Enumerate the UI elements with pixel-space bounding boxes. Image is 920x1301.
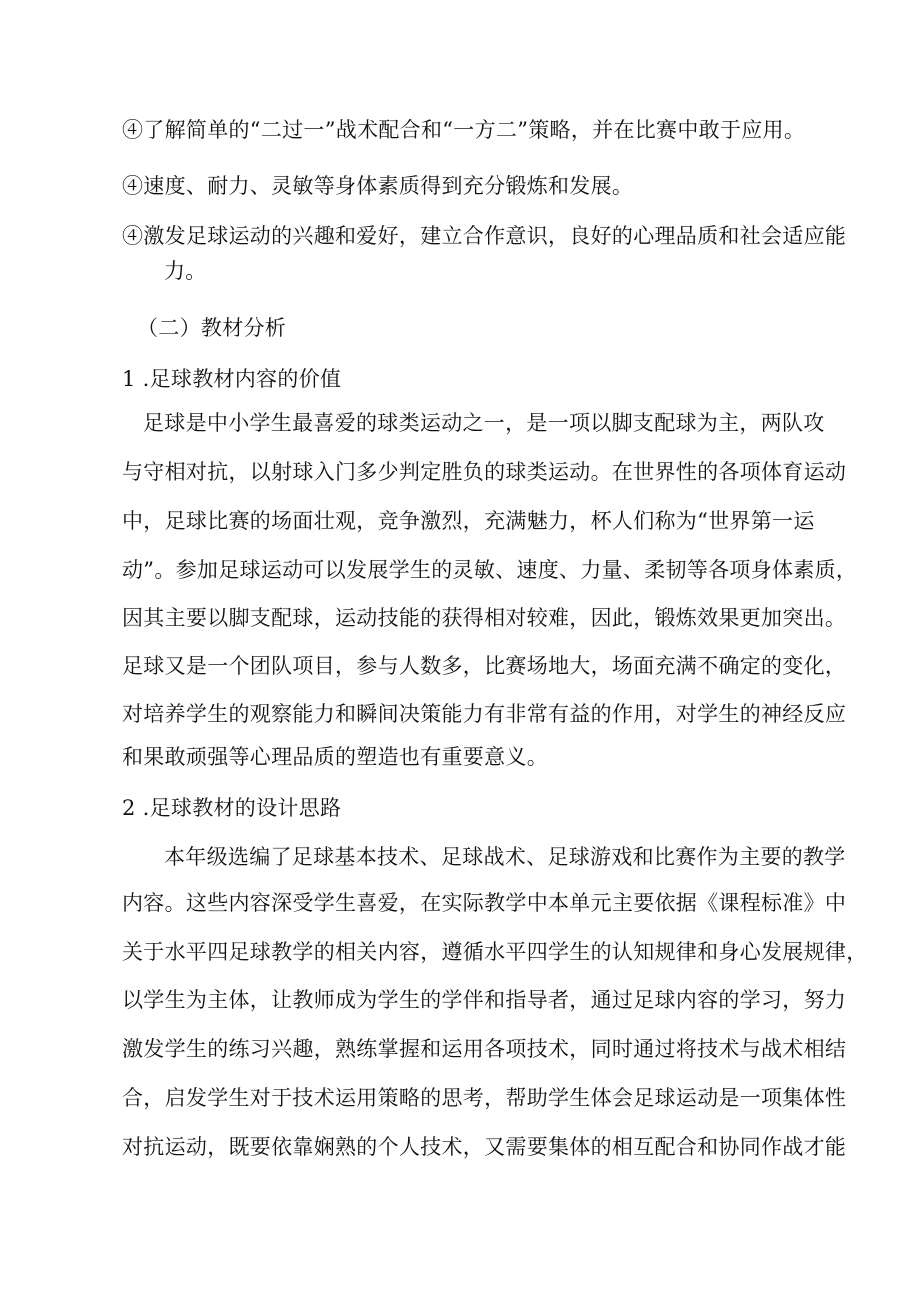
paragraph-2-line: 以学生为主体，让教师成为学生的学伴和指导者，通过足球内容的学习，努力: [122, 988, 847, 1012]
objective-item-3-continuation: 力。: [164, 259, 207, 283]
paragraph-1-line: 和果敢顽强等心理品质的塑造也有重要意义。: [122, 745, 548, 769]
paragraph-1-line: 中，足球比赛的场面壮观，竞争激烈，充满魅力，杯人们称为“世界第一运: [122, 509, 815, 533]
paragraph-2-line: 关于水平四足球教学的相关内容，遵循水平四学生的认知规律和身心发展规律，: [122, 940, 868, 964]
paragraph-1-line: 对培养学生的观察能力和瞬间决策能力有非常有益的作用，对学生的神经反应: [122, 702, 847, 726]
paragraph-2-line: 本年级选编了足球基本技术、足球战术、足球游戏和比赛作为主要的教学: [164, 845, 846, 869]
objective-item-3: ④激发足球运动的兴趣和爱好，建立合作意识，良好的心理品质和社会适应能: [122, 224, 847, 248]
subsection-1-heading: 1 .足球教材内容的价值: [122, 367, 342, 391]
objective-item-2: ④速度、耐力、灵敏等身体素质得到充分锻炼和发展。: [122, 174, 634, 198]
paragraph-1-line: 动”。参加足球运动可以发展学生的灵敏、速度、力量、柔韧等各项身体素质，: [122, 558, 858, 582]
paragraph-1-line: 因其主要以脚支配球，运动技能的获得相对较难，因此，锻炼效果更加突出。: [122, 606, 847, 630]
paragraph-1-line: 足球是中小学生最喜爱的球类运动之一，是一项以脚支配球为主，两队攻: [143, 411, 825, 435]
section-heading: （二）教材分析: [137, 316, 287, 340]
paragraph-2-line: 对抗运动，既要依靠娴熟的个人技术，又需要集体的相互配合和协同作战才能: [122, 1135, 847, 1159]
paragraph-2-line: 合，启发学生对于技术运用策略的思考，帮助学生体会足球运动是一项集体性: [122, 1086, 847, 1110]
objective-item-1: ④了解简单的“二过一”战术配合和“一方二”策略，并在比赛中敢于应用。: [122, 118, 806, 142]
subsection-2-heading: 2 .足球教材的设计思路: [122, 796, 342, 820]
paragraph-2-line: 激发学生的练习兴趣，熟练掌握和运用各项技术，同时通过将技术与战术相结: [122, 1037, 847, 1061]
paragraph-1-line: 与守相对抗，以射球入门多少判定胜负的球类运动。在世界性的各项体育运动: [122, 460, 847, 484]
paragraph-1-line: 足球又是一个团队项目，参与人数多，比赛场地大，场面充满不确定的变化，: [122, 654, 847, 678]
paragraph-2-line: 内容。这些内容深受学生喜爱，在实际教学中本单元主要依据《课程标准》中: [122, 891, 847, 915]
